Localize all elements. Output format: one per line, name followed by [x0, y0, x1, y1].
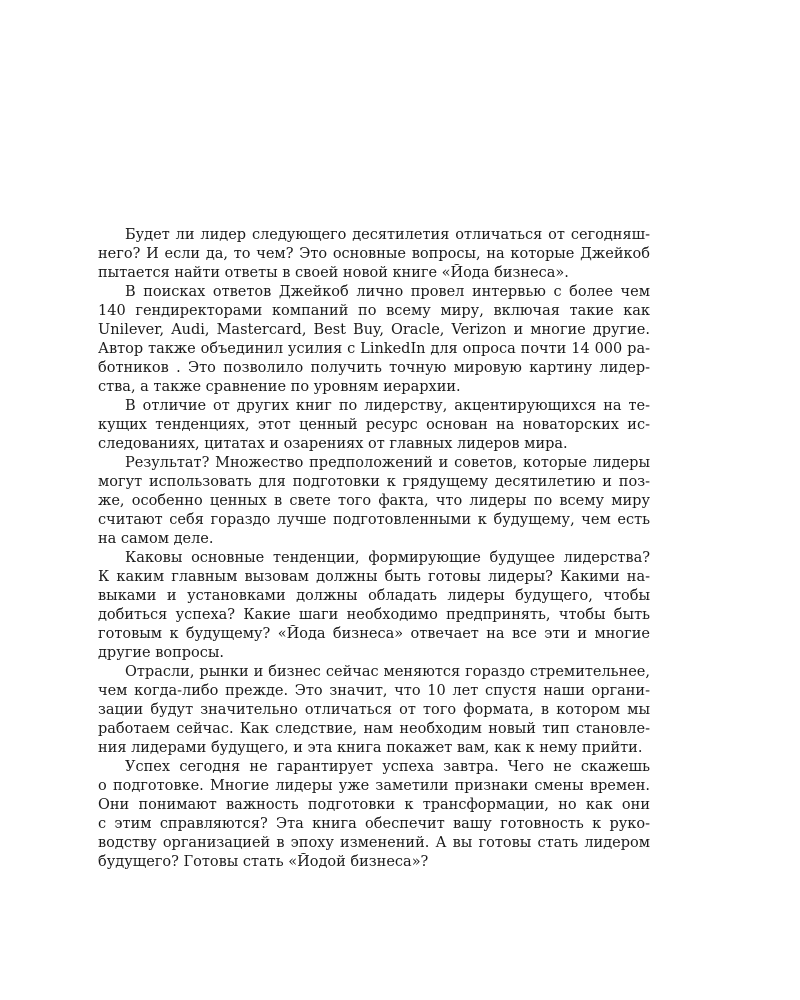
text-line: Успех сегодня не гарантирует успеха завтра. Чего не скажешь: [125, 759, 650, 775]
text-line: водству организацией в эпоху изменений. А вы готовы стать лидером: [98, 835, 650, 851]
text-line: ства, а также сравнение по уровням иерархии.: [98, 379, 461, 395]
text-line: могут использовать для подготовки к грядущему десятилетию и поз-: [98, 474, 650, 490]
paragraph: [98, 549, 650, 663]
text-line: работаем сейчас. Как следствие, нам необходим новый тип становле-: [98, 721, 650, 737]
text-line: В поисках ответов Джейкоб лично провел интервью с более чем: [125, 284, 650, 300]
text-line: на самом деле.: [98, 531, 214, 547]
text-line: Результат? Множество предположений и советов, которые лидеры: [125, 455, 650, 471]
text-line: Unilever, Audi, Mastercard, Best Buy, Oracle, Verizon и многие другие.: [98, 322, 650, 338]
text-line: же, особенно ценных в свете того факта, что лидеры по всему миру: [98, 493, 650, 509]
text-line: ния лидерами будущего, и эта книга покажет вам, как к нему прийти.: [98, 740, 643, 756]
text-line: добиться успеха? Какие шаги необходимо предпринять, чтобы быть: [98, 607, 650, 623]
text-line: выками и установками должны обладать лидеры будущего, чтобы: [98, 588, 650, 604]
text-line: ботников . Это позволило получить точную мировую картину лидер-: [98, 360, 650, 376]
text-line: Они понимают важность подготовки к трансформации, но как они: [98, 797, 650, 813]
text-line: Автор также объединил усилия с LinkedIn для опроса почти 14 000 ра-: [98, 341, 650, 357]
paragraph: [98, 226, 650, 283]
paragraph: [98, 758, 650, 872]
text-line: зации будут значительно отличаться от того формата, в котором мы: [98, 702, 650, 718]
text-line: с этим справляются? Эта книга обеспечит вашу готовность к руко-: [98, 816, 650, 832]
paragraph: [98, 397, 650, 454]
text-line: Отрасли, рынки и бизнес сейчас меняются гораздо стремительнее,: [125, 664, 650, 680]
text-line: 140 гендиректорами компаний по всему миру, включая такие как: [98, 303, 650, 319]
text-line: пытается найти ответы в своей новой книге «Йода бизнеса».: [98, 265, 569, 281]
text-line: чем когда-либо прежде. Это значит, что 10 лет спустя наши органи-: [98, 683, 650, 699]
text-line: будущего? Готовы стать «Йодой бизнеса»?: [98, 854, 429, 870]
text-line: о подготовке. Многие лидеры уже заметили признаки смены времен.: [98, 778, 650, 794]
text-line: готовым к будущему? «Йода бизнеса» отвечает на все эти и многие: [98, 626, 650, 642]
text-line: другие вопросы.: [98, 645, 225, 661]
paragraph: [98, 454, 650, 549]
text-line: К каким главным вызовам должны быть готовы лидеры? Какими на-: [98, 569, 650, 585]
text-line: кущих тенденциях, этот ценный ресурс основан на новаторских ис-: [98, 417, 650, 433]
text-line: В отличие от других книг по лидерству, акцентирующихся на те-: [125, 398, 650, 414]
text-line: считают себя гораздо лучше подготовленными к будущему, чем есть: [98, 512, 650, 528]
text-line: следованиях, цитатах и озарениях от главных лидеров мира.: [98, 436, 568, 452]
text-line: Будет ли лидер следующего десятилетия отличаться от сегодняш-: [125, 227, 650, 243]
body-text: [98, 226, 650, 872]
text-line: Каковы основные тенденции, формирующие будущее лидерства?: [125, 550, 650, 566]
text-line: него? И если да, то чем? Это основные вопросы, на которые Джейкоб: [98, 246, 650, 262]
paragraph: [98, 663, 650, 758]
paragraph: [98, 283, 650, 397]
